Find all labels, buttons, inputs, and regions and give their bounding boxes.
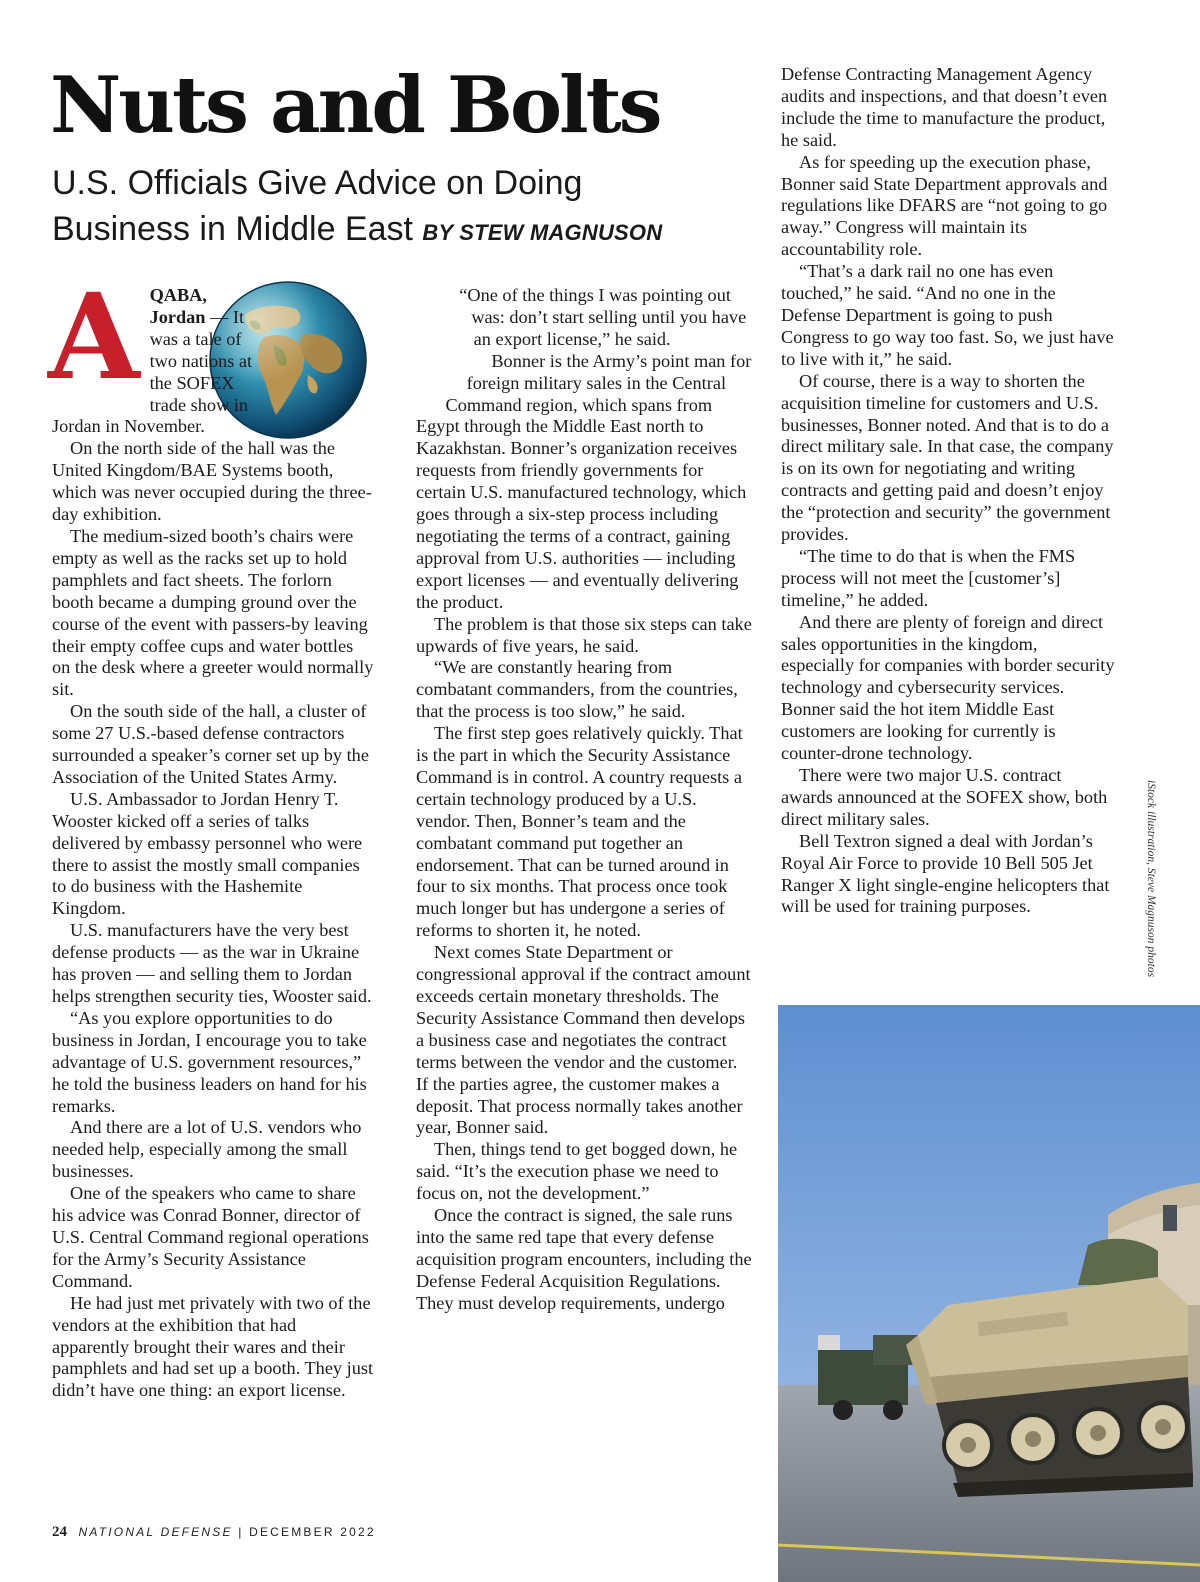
paragraph: He had just met privately with two of the vendors at the exhibition that had apparently brought their wares and their pamphlets and had set up a booth. They just didn’t have one thing: an export license. <box>52 1292 374 1401</box>
page-number: 24 <box>52 1524 67 1540</box>
paragraph: Then, things tend to get bogged down, he said. “It’s the execution phase we need to focus on, not the development.” <box>416 1139 738 1204</box>
paragraph: One of the speakers who came to share his advice was Conrad Bonner, director of U.S. Central Command regional operations for the Army’s Security Assistance Command. <box>52 1183 369 1291</box>
article-column-1 <box>48 267 374 1402</box>
magazine-name: NATIONAL DEFENSE <box>78 1525 233 1539</box>
paragraph: And there are a lot of U.S. vendors who needed help, especially among the small businesses. <box>52 1117 362 1182</box>
subhead-line-1: U.S. Officials Give Advice on Doing <box>52 164 583 202</box>
paragraph: Bonner is the Army’s point man for foreign military sales in the Central Command region, which spans from Egypt through the Middle East north to Kazakhstan. Bonner’s organization receives requests from friendly governments for certain U.S. manufactured technology, which goes through a six-step process including negotiating the terms of a contract, gaining approval from U.S. authorities — including export licenses — and eventually delivering the product. <box>416 350 752 612</box>
paragraph: The medium-sized booth’s chairs were empty as well as the racks set up to hold pamphlets and fact sheets. The forlorn booth became a dumping ground over the course of the event with passers-by leaving their empty coffee cups and water bottles on the desk where a greeter would normally sit. <box>52 525 374 700</box>
issue-date: DECEMBER 2022 <box>249 1525 376 1539</box>
paragraph: U.S. Ambassador to Jordan Henry T. Wooster kicked off a series of talks delivered by embassy personnel who were there to assist the mostly small companies to do business with the Hashemite Kingdom. <box>52 788 363 919</box>
article-column-2 <box>416 285 752 1315</box>
dateline: QABA, Jordan <box>149 285 207 327</box>
lede-text: — It was a tale of two nations at the SOFEX trade show in Jordan in November. <box>52 306 253 437</box>
tank-photo <box>778 1005 1200 1582</box>
article-column-3 <box>781 64 1115 918</box>
paragraph: “That’s a dark rail no one has even touched,” he said. “And no one in the Defense Department is going to push Congress to go way too fast. So, we just have to live with it,” he said. <box>781 261 1114 369</box>
tank-photo-illustration <box>778 1005 1200 1582</box>
paragraph: “As you explore opportunities to do business in Jordan, I encourage you to take advantage of U.S. government resources,” he told the business leaders on hand for his remarks. <box>52 1007 367 1116</box>
byline: BY STEW MAGNUSON <box>422 220 663 245</box>
drop-cap: A <box>48 267 140 406</box>
paragraph: The first step goes relatively quickly. That is the part in which the Security Assistance Command is in control. A country requests a certain technology produced by a U.S. vendor. Then, Bonner’s team and the combatant command put together an endorsement. That can be turned around in four to six months. That process once took much longer but has undergone a series of reforms to shorten it, he noted. <box>416 723 743 941</box>
page-footer <box>52 1524 376 1544</box>
subhead <box>52 160 732 256</box>
photo-credit-text: iStock illustration, Steve Magnuson photos <box>1145 780 1157 978</box>
paragraph: Bell Textron signed a deal with Jordan’s Royal Air Force to provide 10 Bell 505 Jet Ranger X light single-engine helicopters that will be used for training purposes. <box>781 830 1110 917</box>
subhead-line-2: Business in Middle East <box>52 210 413 248</box>
paragraph: U.S. manufacturers have the very best defense products — as the war in Ukraine has proven — and selling them to Jordan helps strengthen security ties, Wooster said. <box>52 920 372 1006</box>
paragraph: On the north side of the hall was the United Kingdom/BAE Systems booth, which was never occupied during the three-day exhibition. <box>52 438 372 525</box>
paragraph: The problem is that those six steps can take upwards of five years, he said. <box>416 613 752 656</box>
paragraph: As for speeding up the execution phase, Bonner said State Department approvals and regulations like DFARS are “not going to go away.” Congress will maintain its accountability role. <box>781 151 1108 260</box>
paragraph: And there are plenty of foreign and direct sales opportunities in the kingdom, especially for companies with border security technology and cybersecurity services. Bonner said the hot item Middle East customers are looking for currently is counter-drone technology. <box>781 611 1115 764</box>
photo-credit <box>1143 780 1159 1000</box>
paragraph: Once the contract is signed, the sale runs into the same red tape that every defense acquisition program encounters, including the Defense Federal Acquisition Regulations. They must develop requirements, undergo <box>416 1205 752 1313</box>
paragraph: Next comes State Department or congressional approval if the contract amount exceeds certain monetary thresholds. The Security Assistance Command then develops a business case and negotiates the contract terms between the vendor and the customer. If the parties agree, the customer makes a deposit. That process normally takes another year, Bonner said. <box>416 942 751 1138</box>
paragraph: Defense Contracting Management Agency audits and inspections, and that doesn’t even include the time to manufacture the product, he said. <box>781 64 1108 150</box>
paragraph: “The time to do that is when the FMS process will not meet the [customer’s] timeline,” he added. <box>781 545 1076 610</box>
headline: Nuts and Bolts <box>50 60 660 151</box>
paragraph: “One of the things I was pointing out was: don’t start selling until you have an export license,” he said. <box>459 285 747 349</box>
paragraph: Of course, there is a way to shorten the acquisition timeline for customers and U.S. businesses, Bonner noted. And that is to do a direct military sale. In that case, the company is on its own for negotiating and writing contracts and getting paid and doesn’t enjoy the “protection and security” the government provides. <box>781 370 1114 545</box>
paragraph: There were two major U.S. contract awards announced at the SOFEX show, both direct military sales. <box>781 765 1108 829</box>
paragraph: On the south side of the hall, a cluster of some 27 U.S.-based defense contractors surrounded a speaker’s corner set up by the Association of the United States Army. <box>52 701 369 787</box>
footer-separator: | <box>238 1525 244 1539</box>
paragraph: “We are constantly hearing from combatant commanders, from the countries, that the process is too slow,” he said. <box>416 657 738 722</box>
